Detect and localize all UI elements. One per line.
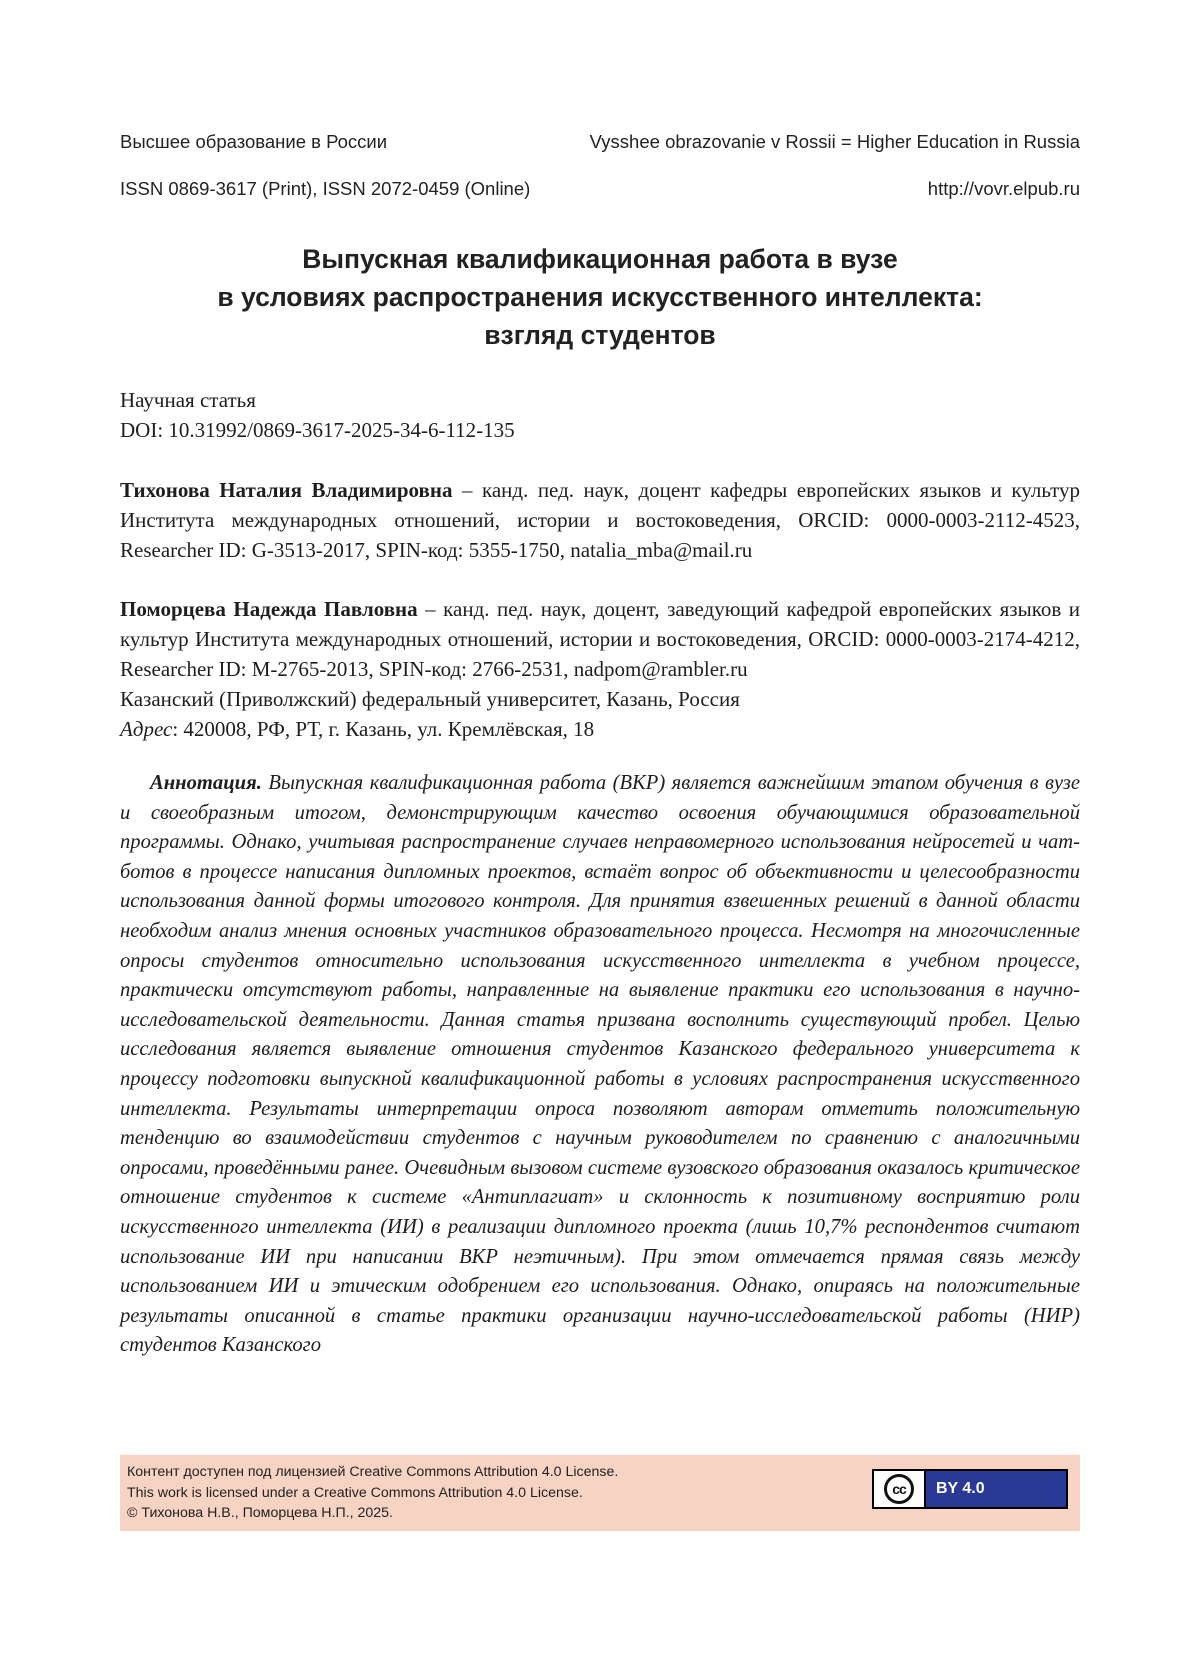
author-1-block [120,475,1080,565]
article-meta [120,385,1080,445]
abstract-text: Выпускная квалификационная работа (ВКР) является важнейшим этапом обучения в вузе и своеобразным итогом, демонстрирующим качество освоения обучающимися образовательной программы. Однако, учитывая распространение случаев неправомерного использования нейросетей и чат-ботов в процессе написания дипломных проектов, встаёт вопрос об объективности и целесообразности использования данной формы итогового контроля. Для принятия взвешенных решений в данной области необходим анализ мнения основных участников образовательного процесса. Несмотря на многочисленные опросы студентов относительно использования искусственного интеллекта в учебном процессе, практически отсутствуют работы, направленные на выявление практики его использования в научно-исследовательской деятельности. Данная статья призвана восполнить существующий пробел. Целью исследования является выявление отношения студентов Казанского федерального университета к процессу подготовки выпускной квалификационной работы в условиях распространения искусственного интеллекта. Результаты интерпретации опроса позволяют авторам отметить положительную тенденцию во взаимодействии студентов с научным руководителем по сравнению с аналогичными опросами, проведёнными ранее. Очевидным вызовом системе вузовского образования оказалось критическое отношение студентов к системе «Антиплагиат» и склонность к позитивному восприятию роли искусственного интеллекта (ИИ) в реализации дипломного проекта (лишь 10,7% респондентов считают использование ИИ при написании ВКР неэтичным). При этом отмечается прямая связь между использованием ИИ и этическим одобрением его использования. Однако, опираясь на положительные результаты описанной в статье практики организации научно-исследовательской работы (НИР) студентов Казанского [120,772,1080,1357]
article-type: Научная статья [120,388,256,412]
abstract [120,769,1080,1361]
article-title-line-2: в условиях распространения искусственного интеллекта: [217,282,983,312]
license-box [120,1455,1080,1531]
address-label: Адрес [120,717,173,741]
address-value: : 420008, РФ, РТ, г. Казань, ул. Кремлёвская, 18 [172,717,595,741]
affiliation: Казанский (Приволжский) федеральный университет, Казань, Россия [120,687,740,711]
article-title [120,240,1080,354]
journal-title-ru: Высшее образование в России [120,131,388,152]
cc-badge-label: BY 4.0 [936,1480,985,1497]
author-1-details: – канд. пед. наук, доцент кафедры европейских языков и культур Института международных отношений, истории и востоковедения, ORCID: 0000-0003-2112-4523, Researcher ID: G-3513-2017, SPIN-код: 5355-1750, natalia_mba@mail.ru [120,478,1080,562]
license-line-ru: Контент доступен под лицензией Creative Commons Attribution 4.0 License. [127,1464,619,1480]
cc-logo [874,1471,926,1507]
abstract-label: Аннотация. [150,772,262,794]
journal-title-en: Vysshee obrazovanie v Rossii = Higher Education in Russia [589,131,1080,152]
running-header-row-2 [120,178,1080,200]
license-text [127,1462,618,1524]
author-2-block [120,594,1080,684]
cc-by-license-badge[interactable] [872,1469,1068,1509]
author-2-details: – канд. пед. наук, доцент, заведующий кафедрой европейских языков и культур Института международных отношений, истории и востоковедения, ORCID: 0000-0003-2174-4212, Researcher ID: M-2765-2013, SPIN-код: 2766-2531, nadpom@rambler.ru [120,597,1080,681]
address-line [120,714,1080,744]
article-title-line-1: Выпускная квалификационная работа в вузе [302,244,898,274]
journal-url-link[interactable]: http://vovr.elpub.ru [927,178,1080,199]
article-title-line-3: взгляд студентов [484,320,716,350]
cc-icon: cc [884,1474,914,1504]
running-header-row-1 [120,131,1080,153]
issn-text: ISSN 0869-3617 (Print), ISSN 2072-0459 (Online) [120,178,531,199]
copyright-line: © Тихонова Н.В., Поморцева Н.П., 2025. [127,1505,394,1521]
author-1-name: Тихонова Наталия Владимировна [120,478,453,502]
author-2-name: Поморцева Надежда Павловна [120,597,418,621]
article-doi[interactable]: DOI: 10.31992/0869-3617-2025-34-6-112-135 [120,418,515,442]
license-line-en: This work is licensed under a Creative Commons Attribution 4.0 License. [127,1484,583,1501]
